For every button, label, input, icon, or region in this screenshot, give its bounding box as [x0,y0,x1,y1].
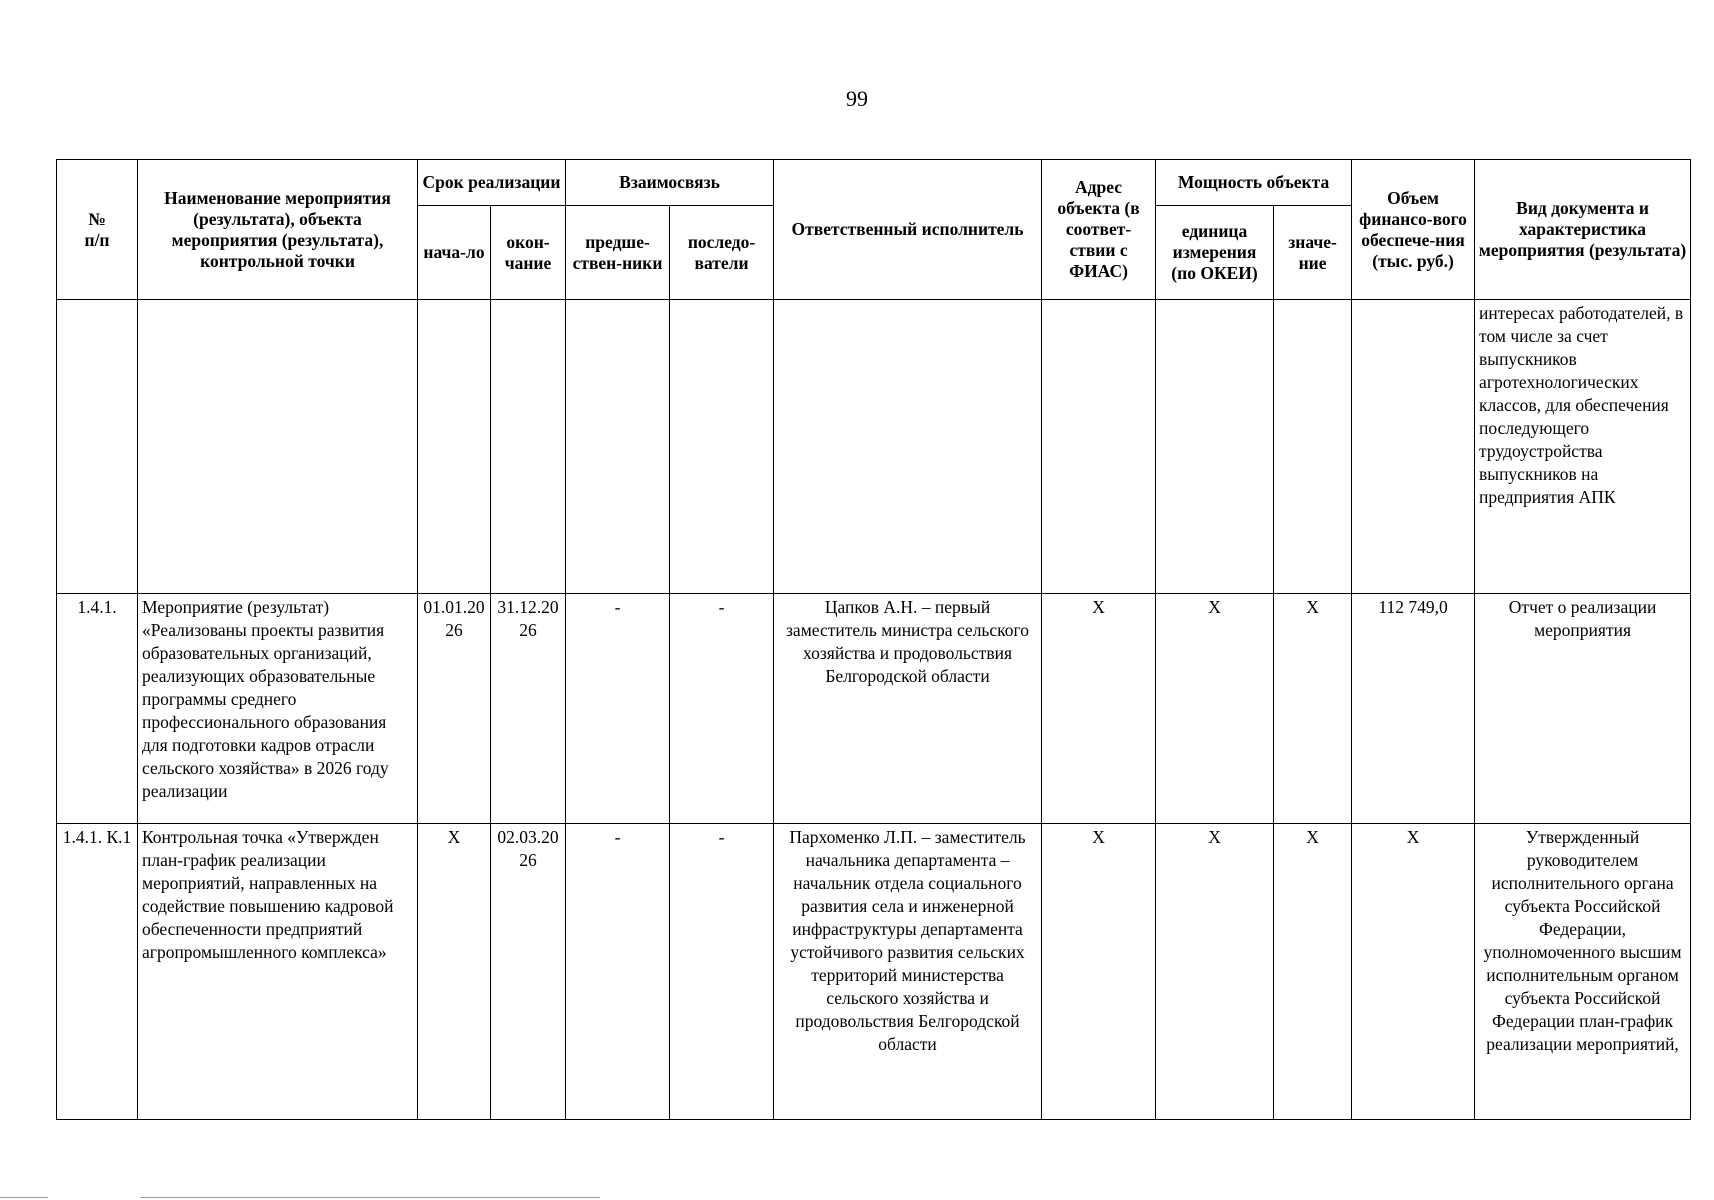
header-doc: Вид документа и характеристика мероприятия (результата) [1475,160,1691,300]
cell-start [418,300,491,594]
header-finance: Объем финансо-вого обеспече-ния (тыс. руб.) [1352,160,1475,300]
cell-finance: Х [1352,824,1475,1120]
cell-unit: Х [1156,824,1274,1120]
table-header [57,160,1691,300]
cell-address [1042,300,1156,594]
cell-num: 1.4.1. К.1 [57,824,138,1120]
cell-unit [1156,300,1274,594]
cell-unit: Х [1156,594,1274,824]
header-term-start: нача-ло [418,206,491,300]
header-capacity: Мощность объекта [1156,160,1352,206]
header-responsible: Ответственный исполнитель [774,160,1042,300]
cell-doc: Отчет о реализации мероприятия [1475,594,1691,824]
table-row [57,824,1691,1120]
cell-start: 01.01.2026 [418,594,491,824]
cell-responsible [774,300,1042,594]
cell-responsible: Пархоменко Л.П. – заместитель начальника департамента – начальник отдела социального развития села и инженерной инфраструктуры департамента устойчивого развития сельских территорий министерства сельского хозяйства и продовольствия Белгородской области [774,824,1042,1120]
cell-name: Мероприятие (результат) «Реализованы проекты развития образовательных организаций, реализующих образовательные программы среднего профессионального образования для подготовки кадров отрасли сельского хозяйства» в 2026 году реализации [138,594,418,824]
cell-next: - [670,594,774,824]
activities-table [56,159,1691,1120]
cell-finance: 112 749,0 [1352,594,1475,824]
header-term: Срок реализации [418,160,566,206]
table-row [57,300,1691,594]
cell-end [491,300,566,594]
header-term-end: окон-чание [491,206,566,300]
cell-address: Х [1042,594,1156,824]
cell-name: Контрольная точка «Утвержден план-график реализации мероприятий, направленных на содействие повышению кадровой обеспеченности предприятий агропромышленного комплекса» [138,824,418,1120]
cell-num [57,300,138,594]
cell-value: Х [1274,824,1352,1120]
cell-next: - [670,824,774,1120]
scan-edge-line [0,1197,48,1198]
header-name: Наименование мероприятия (результата), объекта мероприятия (результата), контрольной точки [138,160,418,300]
cell-doc: Утвержденный руководителем исполнительного органа субъекта Российской Федерации, уполномоченного высшим исполнительным органом субъекта Российской Федерации план-график реализации мероприятий, [1475,824,1691,1120]
cell-next [670,300,774,594]
cell-end: 31.12.2026 [491,594,566,824]
cell-num: 1.4.1. [57,594,138,824]
scan-edge-line [140,1197,600,1198]
cell-pred [566,300,670,594]
header-num: № п/п [57,160,138,300]
header-capacity-unit: единица измерения (по ОКЕИ) [1156,206,1274,300]
cell-end: 02.03.2026 [491,824,566,1120]
cell-address: Х [1042,824,1156,1120]
cell-responsible: Цапков А.Н. – первый заместитель министра сельского хозяйства и продовольствия Белгородской области [774,594,1042,824]
header-link-pred: предше-ствен-ники [566,206,670,300]
cell-value: Х [1274,594,1352,824]
cell-name [138,300,418,594]
header-address: Адрес объекта (в соответ-ствии с ФИАС) [1042,160,1156,300]
cell-start: Х [418,824,491,1120]
cell-value [1274,300,1352,594]
header-link-next: последо-ватели [670,206,774,300]
header-link: Взаимосвязь [566,160,774,206]
table-row [57,594,1691,824]
cell-pred: - [566,594,670,824]
cell-doc: интересах работодателей, в том числе за счет выпускников агротехнологических классов, для обеспечения последующего трудоустройства выпускников на предприятия АПК [1475,300,1691,594]
header-capacity-value: значе-ние [1274,206,1352,300]
page-number: 99 [846,86,868,111]
cell-pred: - [566,824,670,1120]
cell-finance [1352,300,1475,594]
